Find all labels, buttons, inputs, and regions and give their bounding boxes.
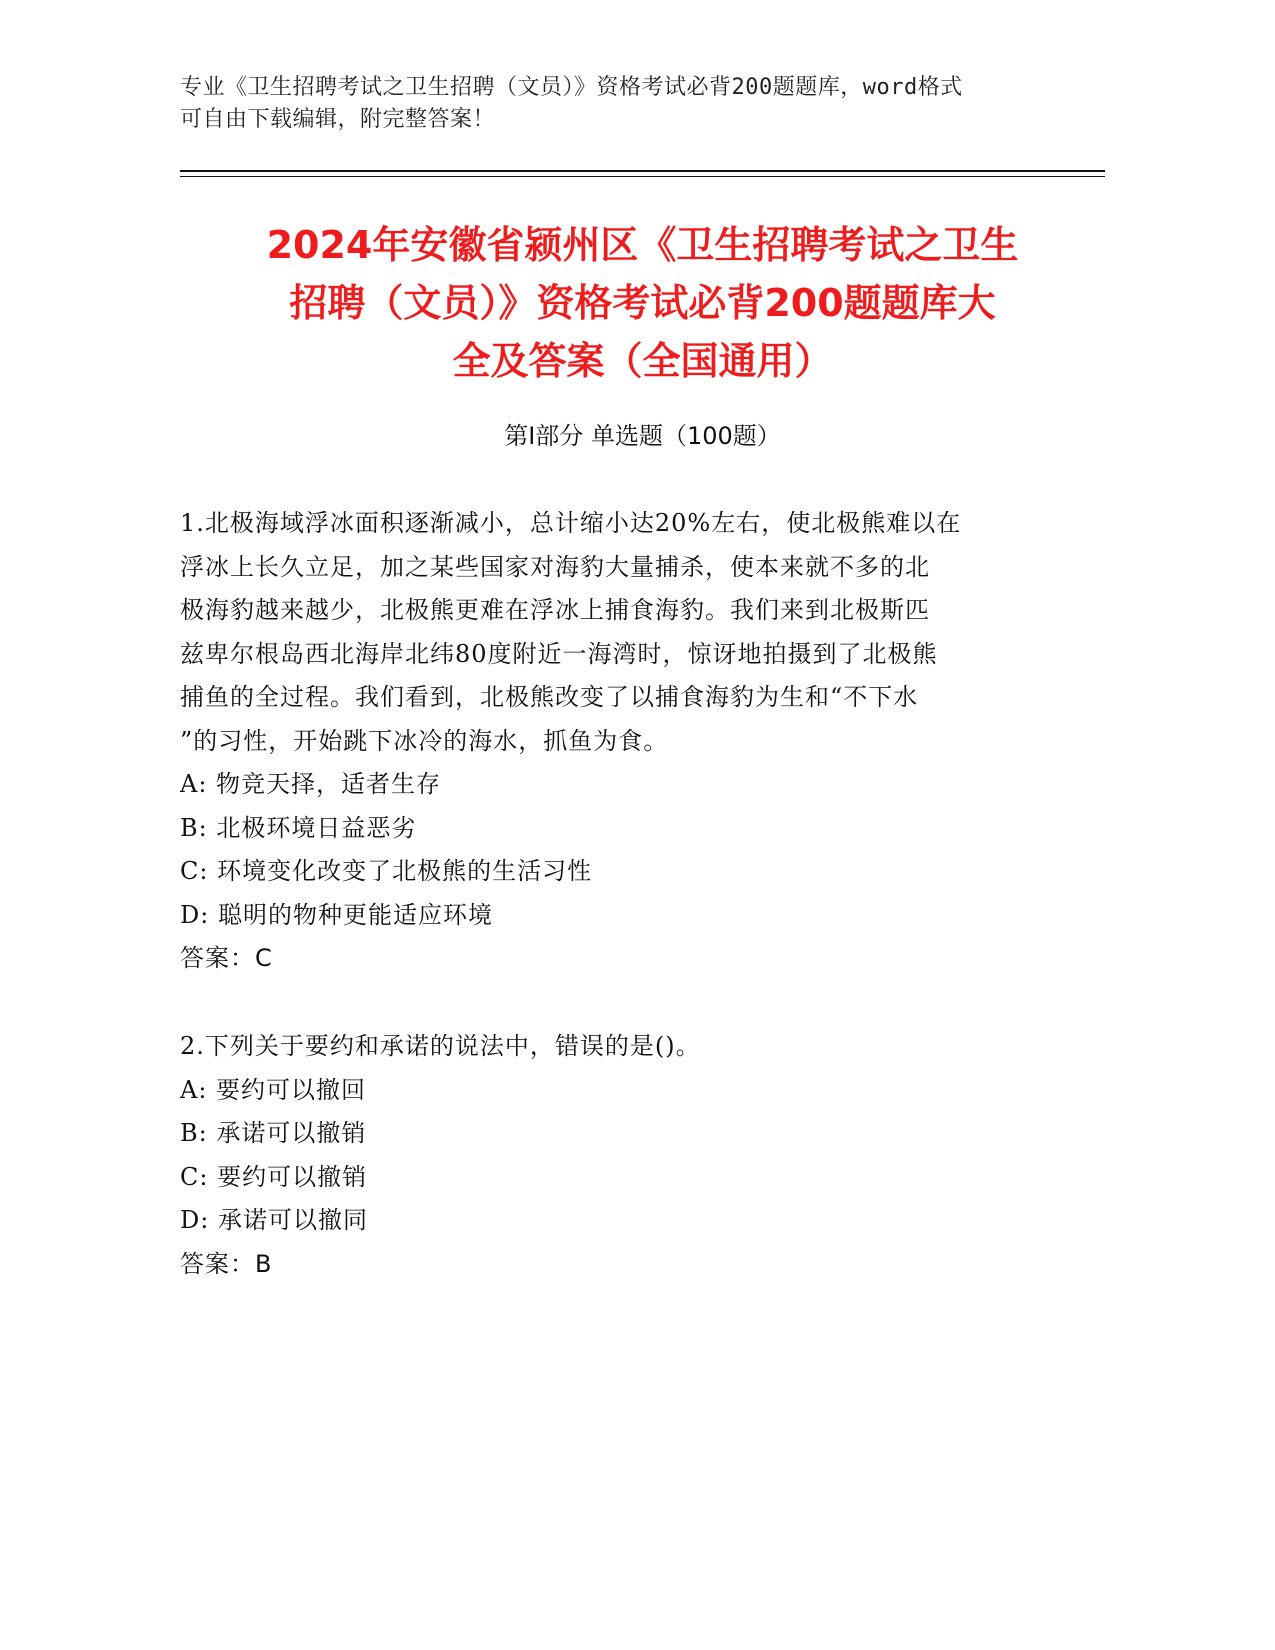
- title-line: 全及答案（全国通用）: [452, 339, 833, 383]
- question-1: [180, 502, 1040, 981]
- answer: 答案：B: [180, 1249, 273, 1278]
- section-heading: 第Ⅰ部分 单选题（100题）: [504, 422, 781, 450]
- answer: 答案：C: [180, 944, 273, 972]
- option-c: C: 环境变化改变了北极熊的生活习性: [180, 857, 593, 885]
- question-2: [180, 1025, 1040, 1286]
- header-note-line: 可自由下载编辑，附完整答案！: [180, 107, 496, 132]
- question-stem-line: 极海豹越来越少，北极熊更难在浮冰上捕食海豹。我们来到北极斯匹: [180, 596, 930, 624]
- option-d: D: 聪明的物种更能适应环境: [180, 900, 493, 929]
- option-b: B: 北极环境日益恶劣: [180, 813, 417, 842]
- title-line: 2024年安徽省颍州区《卫生招聘考试之卫生: [266, 223, 1019, 267]
- option-a: A: 物竞天择，适者生存: [180, 770, 442, 798]
- question-stem-line: 2.下列关于要约和承诺的说法中，错误的是()。: [180, 1032, 701, 1060]
- header-divider-thin: [180, 176, 1105, 177]
- option-d: D: 承诺可以撤同: [180, 1206, 368, 1234]
- header-note-line: 专业《卫生招聘考试之卫生招聘（文员）》资格考试必背200题题库，word格式: [180, 75, 963, 100]
- header-divider: [180, 170, 1105, 172]
- question-stem-line: 兹卑尔根岛西北海岸北纬80度附近一海湾时，惊讶地拍摄到了北极熊: [180, 639, 938, 668]
- question-stem-line: 1.北极海域浮冰面积逐渐减小，总计缩小达20%左右，使北极熊难以在: [180, 509, 962, 537]
- question-stem-line: ”的习性，开始跳下冰冷的海水，抓鱼为食。: [180, 726, 669, 755]
- title-line: 招聘（文员）》资格考试必背200题题库大: [289, 281, 996, 325]
- question-stem-line: 浮冰上长久立足，加之某些国家对海豹大量捕杀，使本来就不多的北: [180, 552, 930, 581]
- option-a: A: 要约可以撤回: [180, 1075, 367, 1104]
- header-note: [180, 72, 1040, 136]
- option-b: B: 承诺可以撤销: [180, 1119, 367, 1147]
- question-stem-line: 捕鱼的全过程。我们看到，北极熊改变了以捕食海豹为生和“不下水: [180, 683, 919, 711]
- document-title: [180, 216, 1105, 390]
- option-c: C: 要约可以撤销: [180, 1162, 368, 1191]
